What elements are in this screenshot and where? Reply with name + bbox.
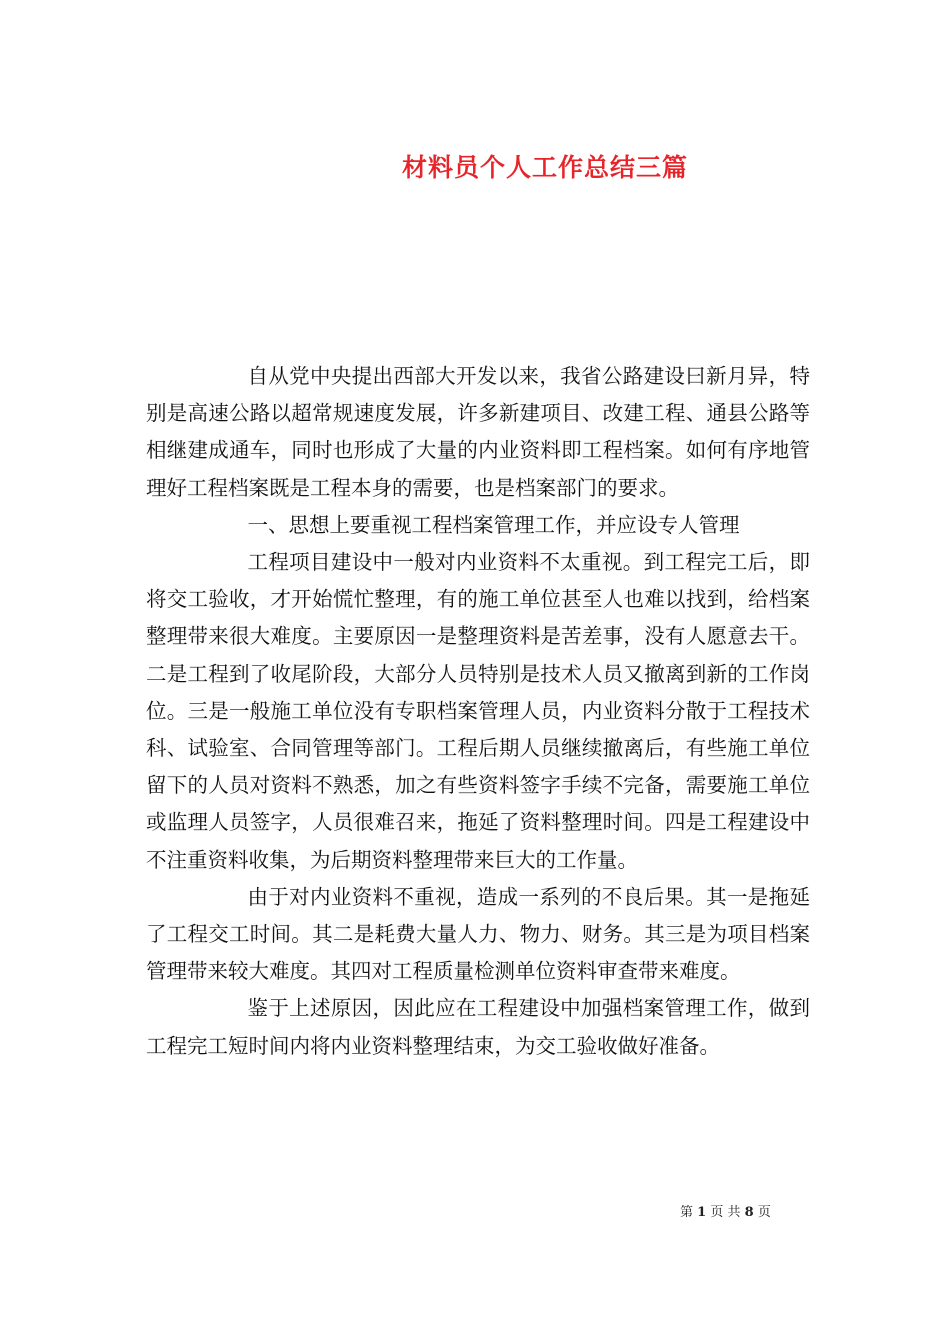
footer-prefix: 第 [680, 1205, 694, 1220]
footer-total-pages: 8 [744, 1205, 754, 1220]
footer-middle: 页 共 [710, 1205, 741, 1220]
page-footer [680, 1204, 820, 1222]
paragraph-conclusion: 鉴于上述原因，因此应在工程建设中加强档案管理工作，做到工程完工短时间内将内业资料整理结束，为交工验收做好准备。 [146, 996, 810, 1058]
footer-suffix: 页 [757, 1205, 771, 1220]
document-body [146, 358, 810, 1065]
paragraph-consequences: 由于对内业资料不重视，造成一系列的不良后果。其一是拖延了工程交工时间。其二是耗费大量人力、物力、财务。其三是为项目档案管理带来较大难度。其四对工程质量检测单位资料审查带来难度。 [146, 884, 810, 984]
footer-current-page: 1 [697, 1205, 707, 1220]
paragraph-intro: 自从党中央提出西部大开发以来，我省公路建设曰新月异，特别是高速公路以超常规速度发展，许多新建项目、改建工程、通县公路等相继建成通车，同时也形成了大量的内业资料即工程档案。如何有序地管理好工程档案既是工程本身的需要，也是档案部门的要求。 [146, 364, 810, 500]
paragraph-reasons: 工程项目建设中一般对内业资料不太重视。到工程完工后，即将交工验收，才开始慌忙整理，有的施工单位甚至人也难以找到，给档案整理带来很大难度。主要原因一是整理资料是苦差事，没有人愿意去干。二是工程到了收尾阶段，大部分人员特别是技术人员又撤离到新的工作岗位。三是一般施工单位没有专职档案管理人员，内业资料分散于工程技术科、试验室、合同管理等部门。工程后期人员继续撤离后，有些施工单位留下的人员对资料不熟悉，加之有些资料签字手续不完备，需要施工单位或监理人员签字，人员很难召来，拖延了资料整理时间。四是工程建设中不注重资料收集，为后期资料整理带来巨大的工作量。 [146, 550, 810, 872]
section-heading-1: 一、思想上要重视工程档案管理工作，并应设专人管理 [247, 512, 740, 537]
document-title: 材料员个人工作总结三篇 [401, 152, 688, 182]
